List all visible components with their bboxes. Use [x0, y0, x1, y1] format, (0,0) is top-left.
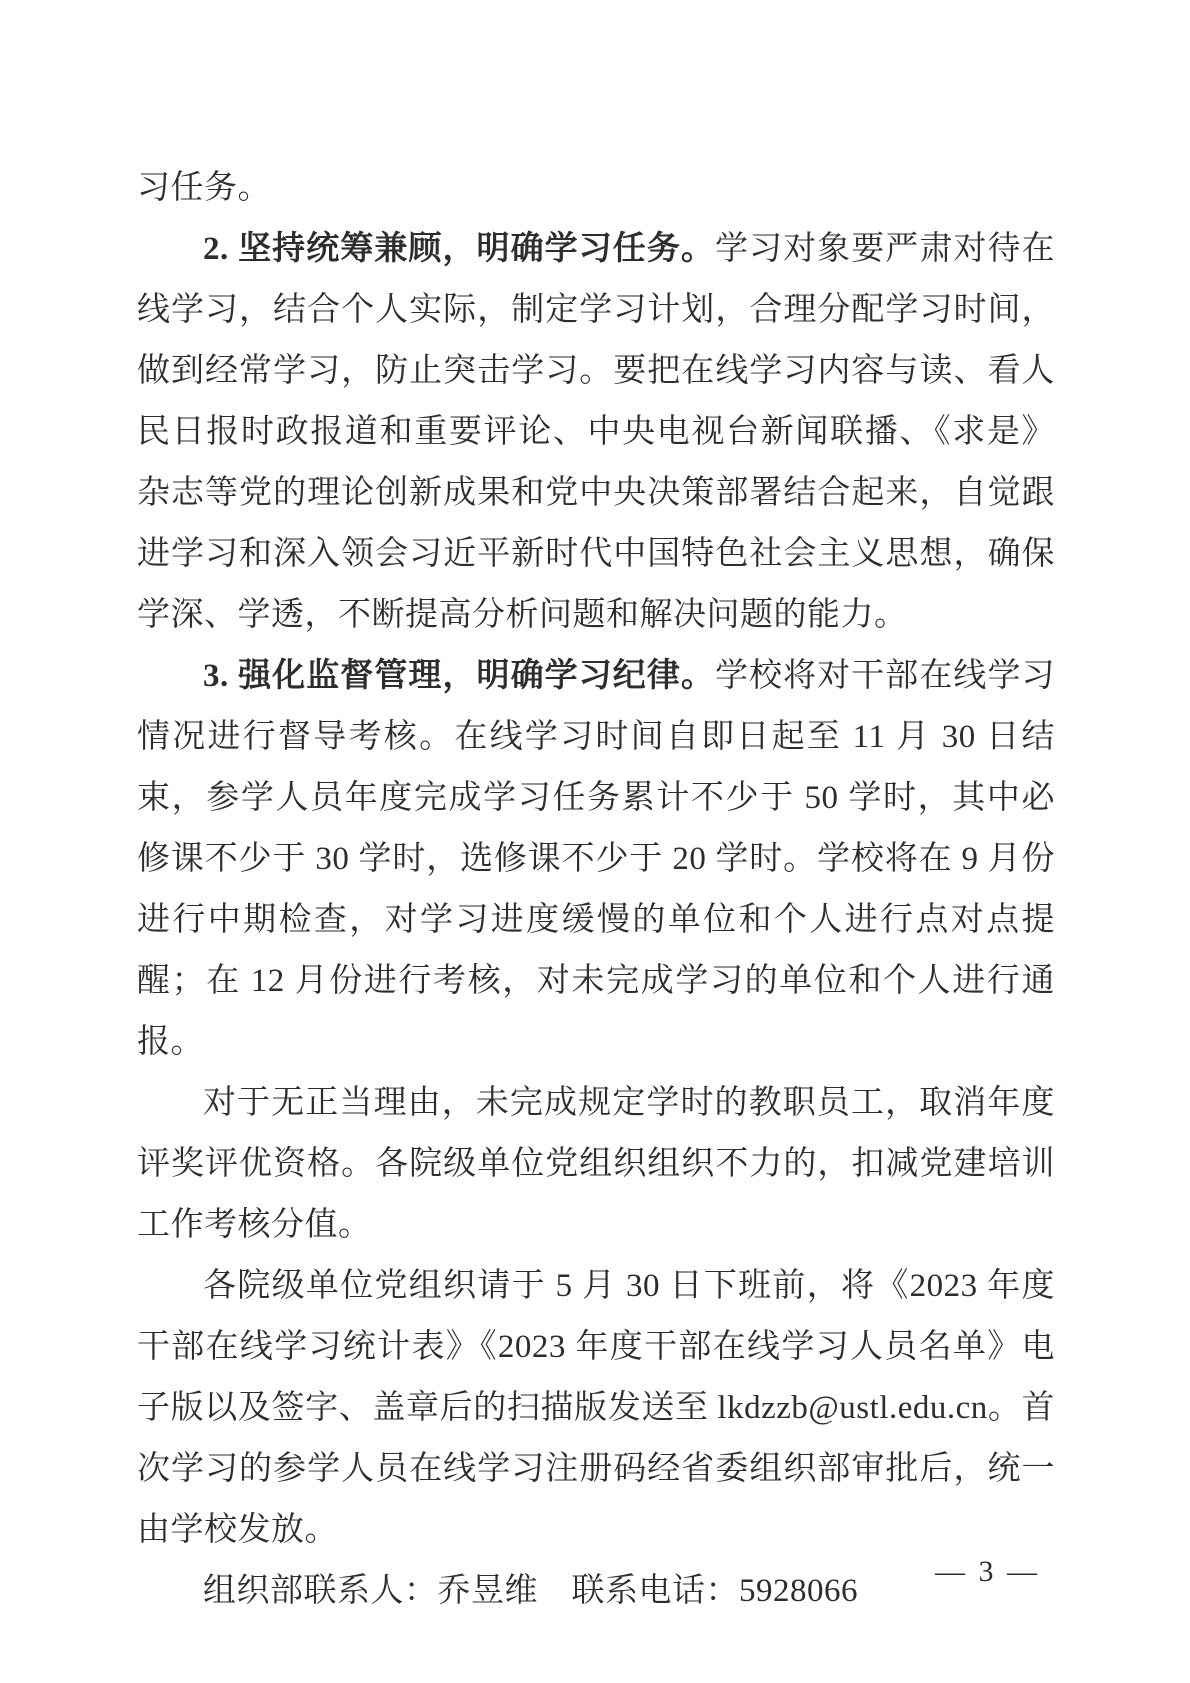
page-number: — 3 —	[935, 1555, 1040, 1588]
paragraph-text: 组织部联系人：乔昱维 联系电话：5928066	[203, 1573, 858, 1609]
paragraph-5	[137, 1256, 1055, 1561]
paragraph-text: 各院级单位党组织请于 5 月 30 日下班前，将《2023 年度干部在线学习统计表》《2023 年度干部在线学习人员名单》电子版以及签字、盖章后的扫描版发送至 lkdzzb@ustl.edu.cn。首次学习的参学人员在线学习注册码经省委组织部审批后，统一由学校发放。	[137, 1268, 1055, 1548]
paragraph-text: 习任务。	[137, 170, 271, 206]
paragraph-text: 学习对象要严肃对待在线学习，结合个人实际，制定学习计划，合理分配学习时间，做到经常学习，防止突击学习。要把在线学习内容与读、看人民日报时政报道和重要评论、中央电视台新闻联播、《求是》杂志等党的理论创新成果和党中央决策部署结合起来，自觉跟进学习和深入领会习近平新时代中国特色社会主义思想，确保学深、学透，不断提高分析问题和解决问题的能力。	[137, 231, 1055, 633]
paragraph-6	[137, 1561, 1055, 1622]
paragraph-2	[137, 219, 1055, 646]
paragraph-text: 学校将对干部在线学习情况进行督导考核。在线学习时间自即日起至 11 月 30 日结束，参学人员年度完成学习任务累计不少于 50 学时，其中必修课不少于 30 学时，选修课不少于 20 学时。学校将在 9 月份进行中期检查，对学习进度缓慢的单位和个人进行点对点提醒；在 12 月份进行考核，对未完成学习的单位和个人进行通报。	[137, 658, 1056, 1060]
document-body	[137, 158, 1055, 1622]
paragraph-4	[137, 1073, 1055, 1256]
paragraph-3	[137, 646, 1055, 1073]
paragraph-text: 对于无正当理由，未完成规定学时的教职员工，取消年度评奖评优资格。各院级单位党组织组织不力的，扣减党建培训工作考核分值。	[137, 1085, 1055, 1243]
paragraph-1	[137, 158, 1055, 219]
paragraph-heading-text: 3. 强化监督管理，明确学习纪律。	[203, 658, 715, 694]
paragraph-heading-text: 2. 坚持统筹兼顾，明确学习任务。	[203, 231, 715, 267]
